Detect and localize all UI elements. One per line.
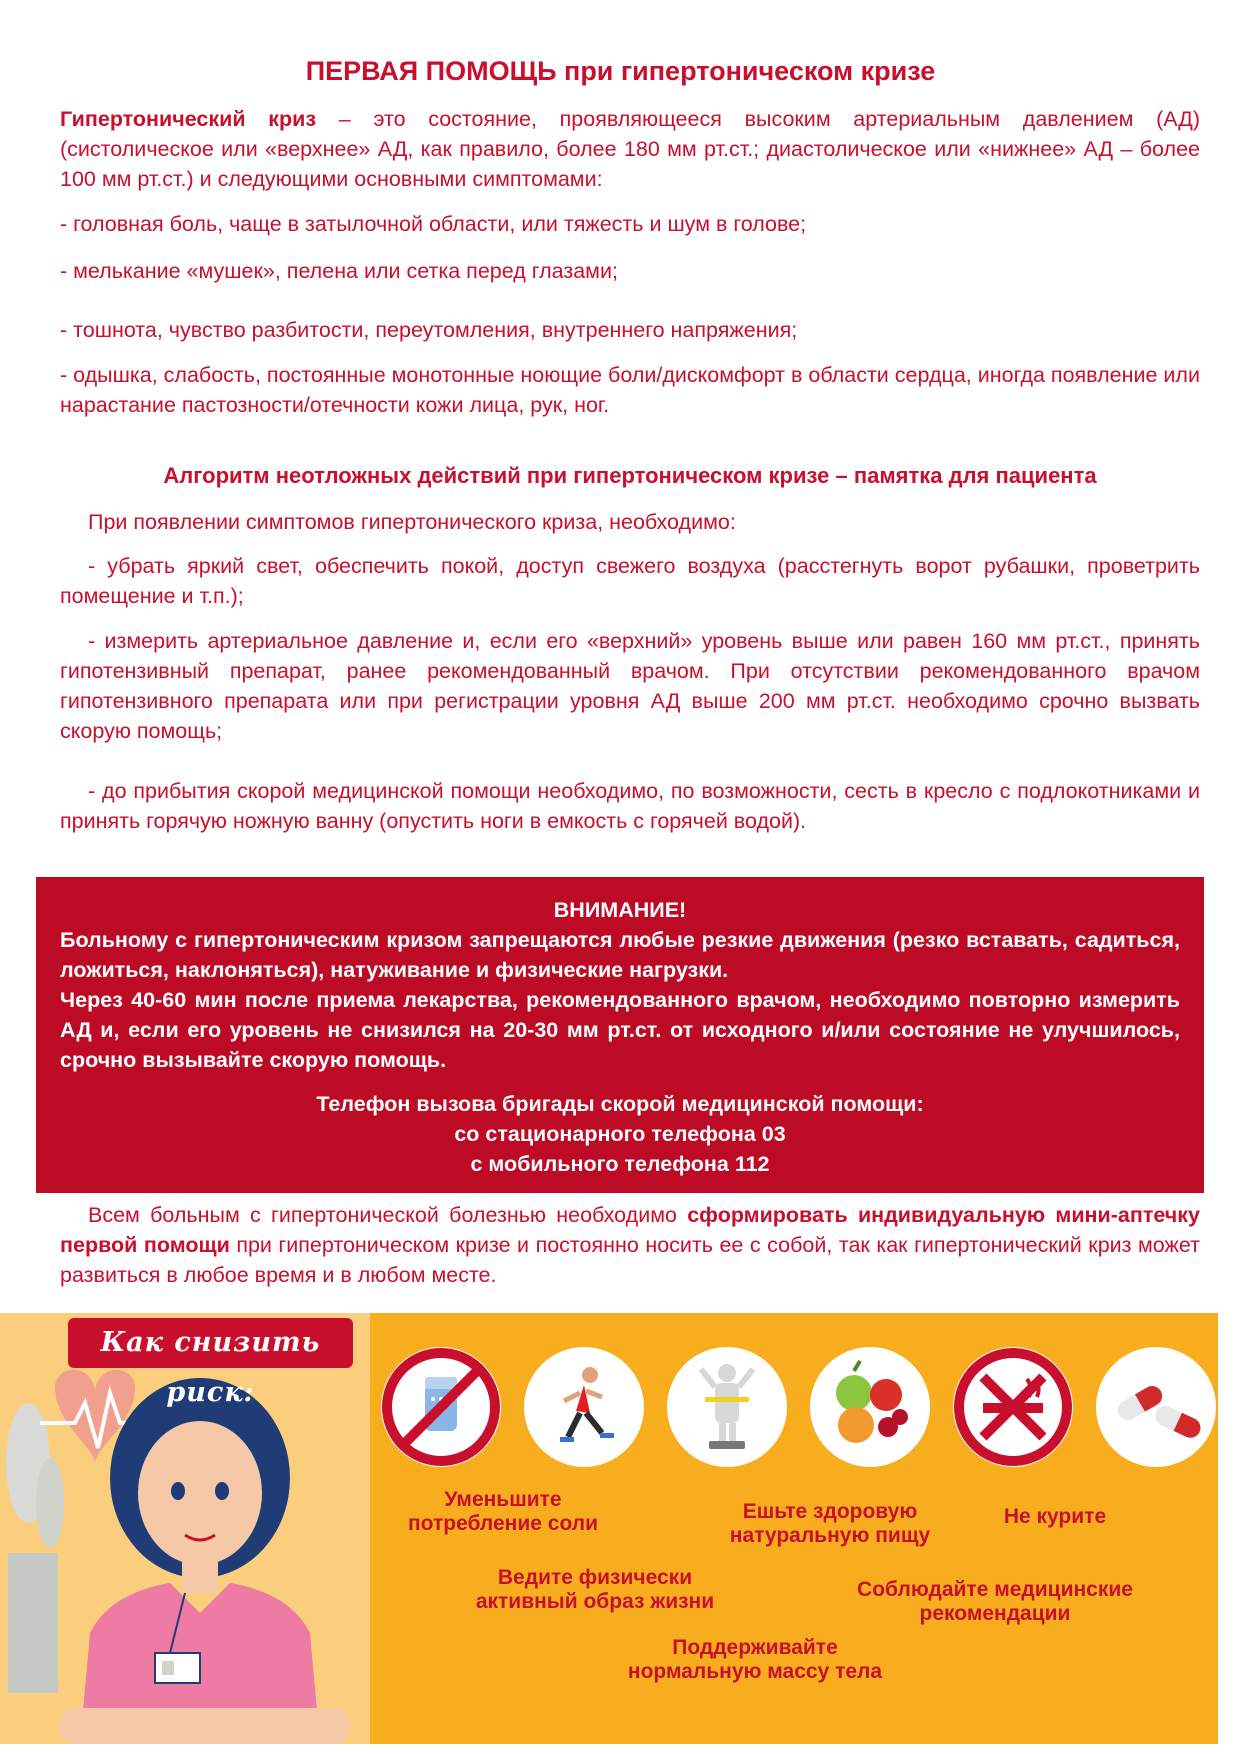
phone-landline: со стационарного телефона 03	[454, 1122, 786, 1146]
kit-text: при гипертоническом кризе и постоянно носить ее с собой, так как гипертонический криз может развиться в любое время и в любом месте.	[60, 1233, 1201, 1287]
risk-badge	[68, 1318, 353, 1408]
warning-heading: ВНИМАНИЕ!	[553, 898, 687, 922]
risk-badge-text: Как снизить риск:	[100, 1327, 321, 1408]
tip-salt: Уменьшите потребление соли	[407, 1488, 599, 1535]
algorithm-lead: При появлении симптомов гипертонического криза, необходимо:	[88, 510, 736, 534]
tip-active-life: Ведите физически активный образ жизни	[475, 1566, 715, 1613]
no-smoking-icon	[953, 1347, 1073, 1467]
warning-text: Больному с гипертоническим кризом запрещаются любые резкие движения (резко вставать, садиться, ложиться, наклоняться), натуживание и физические нагрузки.	[60, 928, 1180, 982]
kit-text: Всем больным с гипертонической болезнью необходимо	[88, 1203, 688, 1227]
warning-text: Через 40-60 мин после приема лекарства, рекомендованного врачом, необходимо повторно измерить АД и, если его уровень не снизился на 20-30 мм рт.ст. от исходного и/или состояние не улучшилось, срочно вызывайте скорую помощь.	[60, 988, 1180, 1072]
running-icon	[524, 1347, 644, 1467]
tip-food: Ешьте здоровую натуральную пищу	[729, 1500, 931, 1547]
intro-definition: – это состояние, проявляющееся высоким артериальным давлением (АД) (систолическое или «верхнее» АД, как правило, более 180 мм рт.ст.; диастолическое или «нижнее» АД – более 100 мм рт.ст.) и следующими основными симптомами:	[60, 107, 1201, 191]
algorithm-step: - измерить артериальное давление и, если его «верхний» уровень выше или равен 160 мм рт.ст., принять гипотензивный препарат, ранее рекомендованный врачом. При отсутствии рекомендованного врачом гипотензивного препарата или при регистрации уровня АД выше 200 мм рт.ст. необходимо срочно вызвать скорую помощь;	[60, 629, 1200, 743]
symptom-item: - тошнота, чувство разбитости, переутомления, внутреннего напряжения;	[60, 318, 798, 342]
kit-text-bold: сформировать индивидуальную мини-аптечку первой помощи	[60, 1203, 1200, 1257]
algorithm-heading: Алгоритм неотложных действий при гипертоническом кризе – памятка для пациента	[163, 463, 1097, 488]
tip-medical-recommendations: Соблюдайте медицинские рекомендации	[857, 1578, 1133, 1625]
phone-heading: Телефон вызова бригады скорой медицинской помощи:	[316, 1092, 924, 1116]
tip-body-weight: Поддерживайте нормальную массу тела	[627, 1636, 883, 1683]
algorithm-step: - до прибытия скорой медицинской помощи необходимо, по возможности, сесть в кресло с подлокотниками и принять горячую ножную ванну (опустить ноги в емкость с горячей водой).	[60, 779, 1200, 833]
first-aid-kit-paragraph	[60, 1200, 1200, 1290]
symptom-item: - мелькание «мушек», пелена или сетка перед глазами;	[60, 259, 618, 283]
symptom-item: - головная боль, чаще в затылочной области, или тяжесть и шум в голове;	[60, 212, 807, 236]
page-title: ПЕРВАЯ ПОМОЩЬ при гипертоническом кризе	[305, 56, 936, 86]
phone-mobile: с мобильного телефона 112	[470, 1152, 770, 1176]
algorithm-step: - убрать яркий свет, обеспечить покой, доступ свежего воздуха (расстегнуть ворот рубашки, проветрить помещение и т.п.);	[60, 554, 1200, 608]
pills-icon	[1096, 1347, 1216, 1467]
fruits-icon	[810, 1347, 930, 1467]
tip-no-smoking: Не курите	[1003, 1505, 1107, 1528]
intro-term: Гипертонический криз	[60, 107, 317, 131]
scale-icon	[667, 1347, 787, 1467]
warning-box	[36, 877, 1204, 1193]
no-salt-icon	[381, 1347, 501, 1467]
intro-paragraph	[60, 104, 1200, 194]
symptom-item: - одышка, слабость, постоянные монотонные ноющие боли/дискомфорт в области сердца, иногда появление или нарастание пастозности/отечности кожи лица, рук, ног.	[60, 363, 1200, 417]
